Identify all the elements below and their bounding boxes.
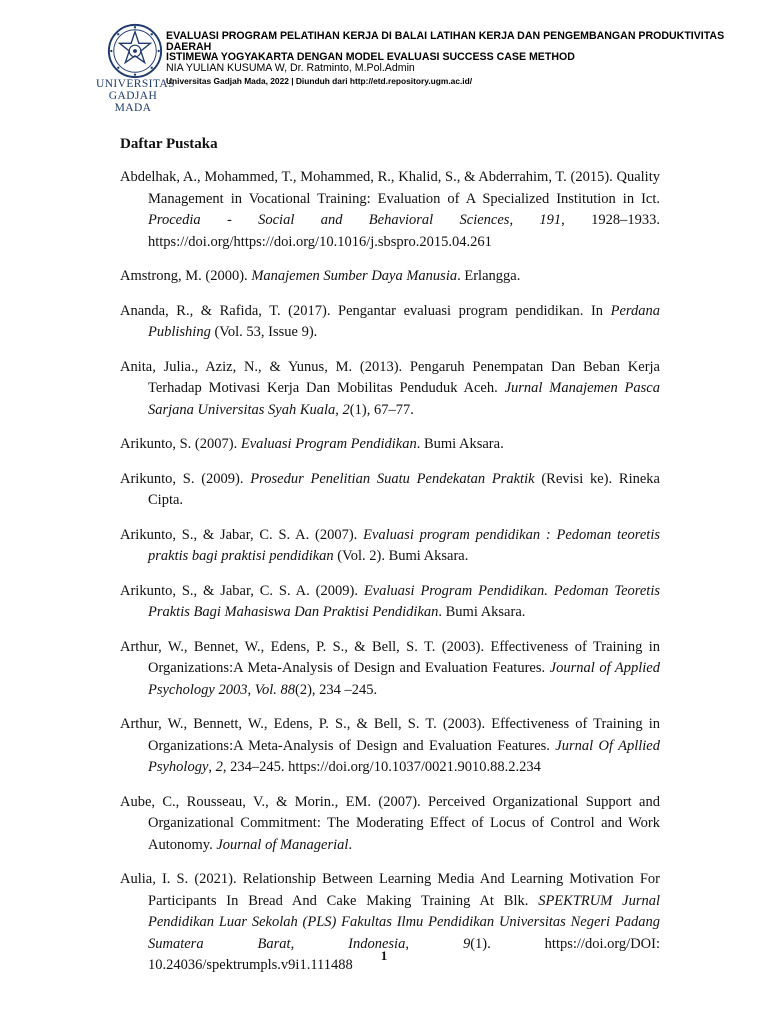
reference-post: (Revisi ke). Rineka Cipta. [148,470,660,508]
reference-entry [120,434,660,456]
reference-pre: Ananda, R., & Rafida, T. (2017). Pengantar evaluasi program pendidikan. In [120,302,611,319]
university-name-line2: GADJAH MADA [108,90,158,114]
ugm-seal-icon [106,22,164,80]
reference-entry [120,266,660,288]
reference-italic: Evaluasi program pendidikan : Pedoman teoretis praktis bagi praktisi pendidikan [148,526,660,564]
header-title-line1: EVALUASI PROGRAM PELATIHAN KERJA DI BALAI LATIHAN KERJA DAN PENGEMBANGAN PRODUKTIVITAS DAERAH [166,30,725,53]
reference-pre: Arikunto, S., & Jabar, C. S. A. (2007). [120,526,364,543]
reference-entry [120,357,660,422]
reference-entry [120,525,660,568]
reference-pre: Arikunto, S. (2007). [120,436,241,452]
header-authors: NIA YULIAN KUSUMA W, Dr. Ratminto, M.Pol.Admin [166,61,415,74]
reference-italic: Jurnal Manajemen Pasca Sarjana Universitas Syah Kuala [148,380,660,418]
reference-entry [120,469,660,512]
reference-italic: Evaluasi Program Pendidikan. Pedoman Teoretis Praktis Bagi Mahasiswa Dan Praktisi Pendidikan [148,582,661,620]
reference-post: (Vol. 53, Issue 9). [210,324,318,340]
reference-mid: , [335,401,343,418]
reference-post: (Vol. 2). Bumi Aksara. [333,548,469,564]
university-name-line1: UNIVERSITAS [96,78,175,90]
reference-pre: Aube, C., Rousseau, V., & Morin., EM. (2007). Perceived Organizational Support and Organizational Commitment: The Moderating Effect of Locus of Control and Work Autonomy. [120,793,660,853]
document-header [96,20,736,114]
reference-entry [120,637,660,702]
reference-post: (1). https://doi.org/DOI: 10.24036/spektrumpls.v9i1.111488 [148,935,661,973]
reference-entry [120,167,660,253]
reference-italic2: 191 [539,212,562,228]
reference-italic2: 2 [215,759,223,775]
reference-post: , 1928–1933. https://doi.org/https://doi.org/10.1016/j.sbspro.2015.04.261 [148,212,661,250]
reference-italic2: 2 [342,401,350,418]
reference-pre: Anita, Julia., Aziz, N., & Yunus, M. (2013). Pengaruh Penempatan Dan Beban Kerja Terhadap Motivasi Kerja Dan Mobilitas Penduduk Aceh. [120,358,660,396]
reference-italic2: 9 [462,935,471,952]
reference-post: . Bumi Aksara. [416,436,504,452]
reference-entry [120,301,660,344]
reference-post: . Erlangga. [457,268,521,284]
reference-italic: SPEKTRUM Jurnal Pendidikan Luar Sekolah (PLS) Fakultas Ilmu Pendidikan Universitas Negeri Padang Sumatera Barat, Indonesia [148,892,660,952]
header-source: Universitas Gadjah Mada, 2022 | Diunduh dari http://etd.repository.ugm.ac.id/ [166,76,473,86]
reference-post: (2), 234 –245. [295,681,378,698]
reference-italic: Perdana Publishing [148,302,660,340]
university-logo [96,20,176,114]
header-text [166,31,746,87]
reference-entry [120,714,660,779]
reference-italic2: Vol. 88 [254,681,295,698]
reference-pre: Arthur, W., Bennett, W., Edens, P. S., & Bell, S. T. (2003). Effectiveness of Training in Organizations:A Meta-Analysis of Design and Evaluation Features. [120,716,660,754]
reference-pre: Arikunto, S. (2009). [120,470,251,487]
page-number: 1 [380,948,388,963]
reference-post: . Bumi Aksara. [438,604,526,620]
reference-post: . [348,836,353,853]
reference-post: , 234–245. https://doi.org/10.1037/0021.9010.88.2.234 [222,759,541,775]
reference-pre: Amstrong, M. (2000). [120,268,252,284]
reference-italic: Journal of Applied Psychology 2003 [148,660,660,698]
reference-italic: Evaluasi Program Pendidikan [240,436,417,452]
reference-italic: Manajemen Sumber Daya Manusia [251,268,458,284]
reference-pre: Arikunto, S., & Jabar, C. S. A. (2009). [120,582,364,599]
reference-italic: Procedia - Social and Behavioral Sciences [148,212,510,228]
reference-mid: , [509,212,540,228]
reference-pre: Arthur, W., Bennet, W., Edens, P. S., & Bell, S. T. (2003). Effectiveness of Training in Organizations:A Meta-Analysis of Design and Evaluation Features. [120,638,660,676]
bibliography [120,136,660,990]
reference-italic: Jurnal Of Apllied Psyhology [148,737,660,775]
section-title: Daftar Pustaka [120,136,218,152]
reference-mid: , [405,935,463,952]
reference-mid: , [208,759,216,775]
reference-pre: Abdelhak, A., Mohammed, T., Mohammed, R., Khalid, S., & Abderrahim, T. (2015). Quality Management in Vocational Training: Evaluation of A Specialized Institution in Ict. [120,169,660,207]
reference-list [120,167,660,977]
reference-italic: Prosedur Penelitian Suatu Pendekatan Praktik [250,470,535,487]
reference-post: (1), 67–77. [349,401,414,418]
reference-italic: Journal of Managerial [216,836,349,853]
header-title-line2: ISTIMEWA YOGYAKARTA DENGAN MODEL EVALUASI SUCCESS CASE METHOD [166,51,575,63]
reference-pre: Aulia, I. S. (2021). Relationship Between Learning Media And Learning Motivation For Participants In Bread And Cake Making Training At Blk. [120,871,660,909]
reference-entry [120,792,660,857]
university-name [96,78,175,114]
reference-mid: , [247,681,255,698]
reference-entry [120,581,660,624]
